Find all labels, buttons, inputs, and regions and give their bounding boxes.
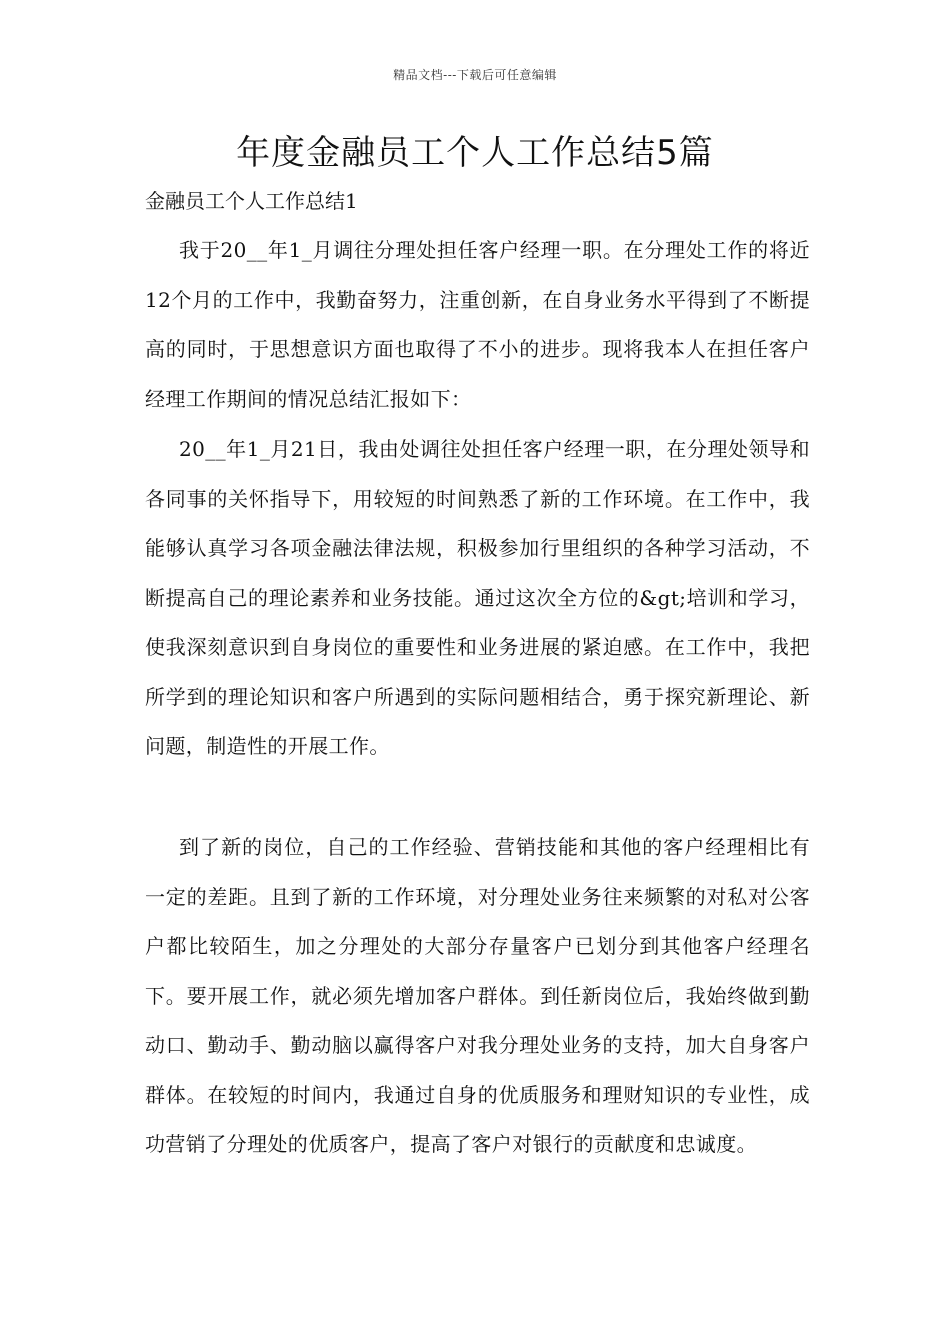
paragraph-1: 我于20__年1_月调往分理处担任客户经理一职。在分理处工作的将近12个月的工作中，我勤奋努力，注重创新，在自身业务水平得到了不断提高的同时，于思想意识方面也取得了不小的进步。现将我本人在担任客户经理工作期间的情况总结汇报如下： xyxy=(145,238,810,411)
paragraph-2: 20__年1_月21日，我由处调往处担任客户经理一职，在分理处领导和各同事的关怀指导下，用较短的时间熟悉了新的工作环境。在工作中，我能够认真学习各项金融法律法规，积极参加行里组织的各种学习活动，不断提高自己的理论素养和业务技能。通过这次全方位的&gt;培训和学习，使我深刻意识到自身岗位的重要性和业务进展的紧迫感。在工作中，我把所学到的理论知识和客户所遇到的实际问题相结合，勇于探究新理论、新问题，制造性的开展工作。 xyxy=(145,437,810,758)
document-title: 年度金融员工个人工作总结5篇 xyxy=(236,133,714,173)
header-note: 精品文档---下载后可任意编辑 xyxy=(393,68,557,82)
paragraph-3: 到了新的岗位，自己的工作经验、营销技能和其他的客户经理相比有一定的差距。且到了新的工作环境，对分理处业务往来频繁的对私对公客户都比较陌生，加之分理处的大部分存量客户已划分到其他客户经理名下。要开展工作，就必须先增加客户群体。到任新岗位后，我始终做到勤动口、勤动手、勤动脑以赢得客户对我分理处业务的支持，加大自身客户群体。在较短的时间内，我通过自身的优质服务和理财知识的专业性，成功营销了分理处的优质客户，提高了客户对银行的贡献度和忠诚度。 xyxy=(145,835,810,1156)
section-heading: 金融员工个人工作总结1 xyxy=(145,189,358,213)
